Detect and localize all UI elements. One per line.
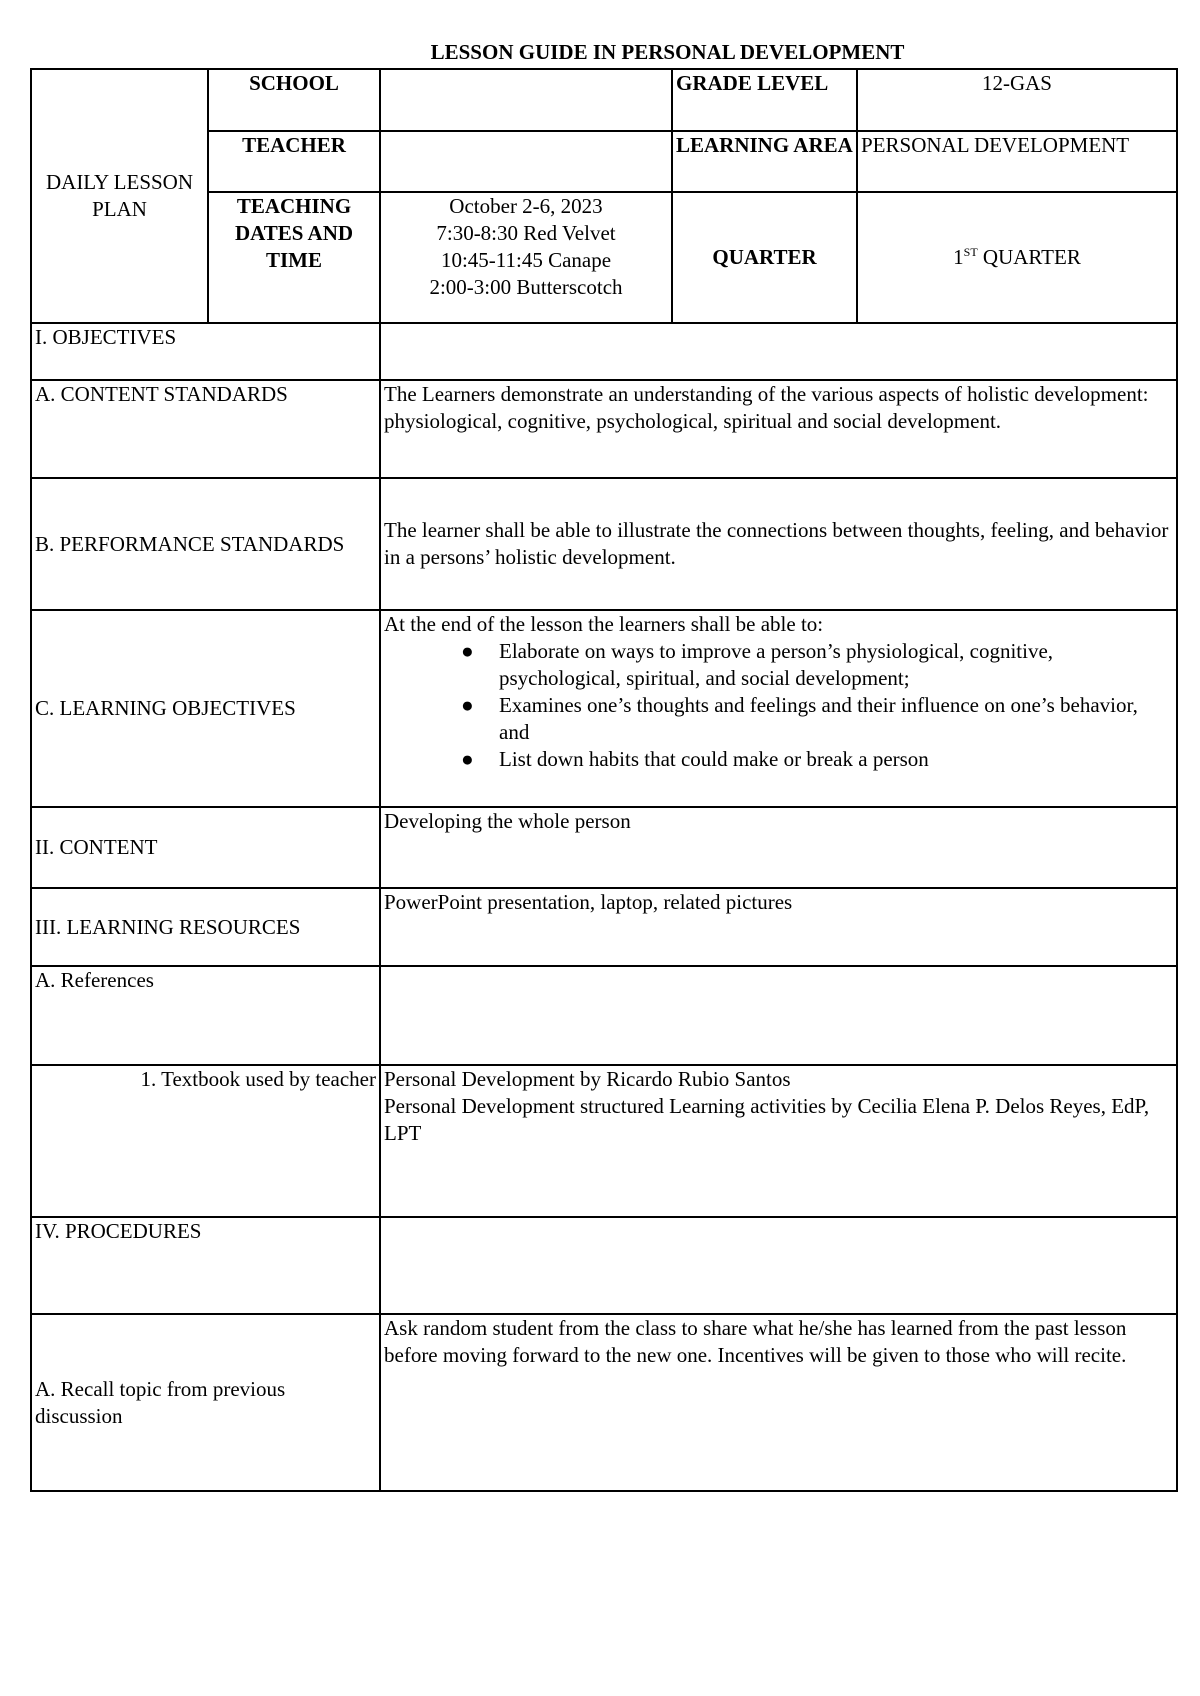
learning-resources-row — [31, 888, 1177, 966]
recall-text: Ask random student from the class to share what he/she has learned from the past lesson before moving forward to the new one. Incentives will be given to those who will recite. — [380, 1314, 1177, 1491]
teacher-value — [380, 131, 672, 192]
time-line: 10:45-11:45 Canape — [440, 248, 612, 272]
textbook-row — [31, 1065, 1177, 1217]
references-label: A. References — [31, 966, 380, 1065]
teaching-dates-label: TEACHING DATES AND TIME — [208, 192, 380, 323]
performance-standards-label: B. PERFORMANCE STANDARDS — [31, 478, 380, 610]
recall-row — [31, 1314, 1177, 1491]
quarter-number: 1 — [953, 245, 964, 269]
content-label: II. CONTENT — [31, 807, 380, 888]
content-row — [31, 807, 1177, 888]
list-item — [461, 746, 1173, 773]
list-item — [461, 638, 1173, 692]
learning-objectives-list — [384, 638, 1173, 773]
references-row — [31, 966, 1177, 1065]
learning-resources-text: PowerPoint presentation, laptop, related pictures — [380, 888, 1177, 966]
header-row-school — [31, 69, 1177, 131]
bullet-icon: ● — [461, 747, 474, 771]
bullet-icon: ● — [461, 639, 474, 663]
content-text: Developing the whole person — [380, 807, 1177, 888]
learning-objectives-label: C. LEARNING OBJECTIVES — [31, 610, 380, 807]
date-line: October 2-6, 2023 — [449, 194, 603, 218]
list-item — [461, 692, 1173, 746]
learning-objectives-cell — [380, 610, 1177, 807]
textbook-cell — [380, 1065, 1177, 1217]
quarter-label: QUARTER — [672, 192, 857, 323]
daily-lesson-plan-label: DAILY LESSON PLAN — [31, 69, 208, 323]
textbook-line: Personal Development structured Learning activities by Cecilia Elena P. Delos Reyes, EdP, LPT — [384, 1094, 1150, 1145]
bullet-icon: ● — [461, 693, 474, 717]
quarter-word: QUARTER — [982, 245, 1081, 269]
performance-standards-text: The learner shall be able to illustrate the connections between thoughts, feeling, and behavior in a persons’ holistic development. — [380, 478, 1177, 610]
time-line: 7:30-8:30 Red Velvet — [436, 221, 616, 245]
references-value — [380, 966, 1177, 1065]
school-value — [380, 69, 672, 131]
teaching-dates-value — [380, 192, 672, 323]
performance-standards-row — [31, 478, 1177, 610]
objectives-row — [31, 323, 1177, 380]
grade-level-label: GRADE LEVEL — [672, 69, 857, 131]
list-item-text: Examines one’s thoughts and feelings and their influence on one’s behavior, and — [499, 693, 1138, 744]
learning-objectives-row — [31, 610, 1177, 807]
procedures-value — [380, 1217, 1177, 1314]
learning-resources-label: III. LEARNING RESOURCES — [31, 888, 380, 966]
procedures-row — [31, 1217, 1177, 1314]
document-title: LESSON GUIDE IN PERSONAL DEVELOPMENT — [430, 40, 905, 64]
learning-area-label: LEARNING AREA — [672, 131, 857, 192]
learning-area-value: PERSONAL DEVELOPMENT — [857, 131, 1177, 192]
textbook-line: Personal Development by Ricardo Rubio Santos — [384, 1067, 791, 1091]
procedures-label: IV. PROCEDURES — [31, 1217, 380, 1314]
grade-level-value: 12-GAS — [857, 69, 1177, 131]
objectives-value — [380, 323, 1177, 380]
list-item-text: Elaborate on ways to improve a person’s physiological, cognitive, psychological, spiritual, and social development; — [499, 639, 1054, 690]
content-standards-text: The Learners demonstrate an understanding of the various aspects of holistic development: physiological, cognitive, psychological, spiritual and social development. — [380, 380, 1177, 478]
content-standards-row — [31, 380, 1177, 478]
teacher-label: TEACHER — [208, 131, 380, 192]
quarter-suffix: ST — [963, 245, 978, 259]
list-item-text: List down habits that could make or break a person — [499, 747, 929, 771]
textbook-label: 1. Textbook used by teacher — [31, 1065, 380, 1217]
school-label: SCHOOL — [208, 69, 380, 131]
lesson-plan-table — [30, 68, 1178, 1492]
objectives-label: I. OBJECTIVES — [31, 323, 380, 380]
content-standards-label: A. CONTENT STANDARDS — [31, 380, 380, 478]
learning-objectives-intro: At the end of the lesson the learners shall be able to: — [384, 612, 824, 636]
quarter-value — [857, 192, 1177, 323]
recall-label: A. Recall topic from previous discussion — [31, 1314, 380, 1491]
time-line: 2:00-3:00 Butterscotch — [429, 275, 623, 299]
